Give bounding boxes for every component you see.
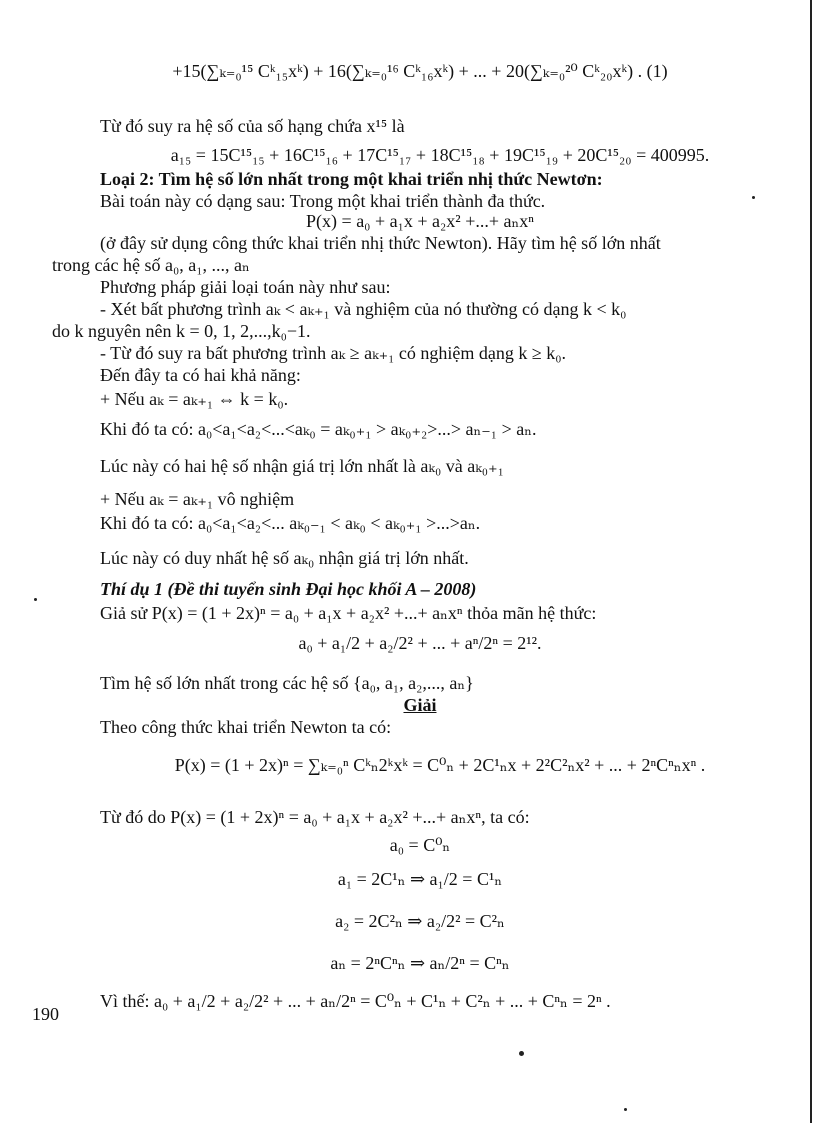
text-line: Theo công thức khai triển Newton ta có: xyxy=(100,717,392,737)
text-line: - Từ đó suy ra bất phương trình aₖ ≥ aₖ₊₁ có nghiệm dạng k ≥ k₀. xyxy=(100,343,567,363)
formula-a2: a₂ = 2C²ₙ ⇒ a₂/2² = C²ₙ xyxy=(335,911,505,931)
formula-condition: a₀ + a₁/2 + a₂/2² + ... + aⁿ/2ⁿ = 2¹². xyxy=(298,633,542,653)
scan-speck xyxy=(519,1051,524,1056)
text-line: trong các hệ số a₀, a₁, ..., aₙ xyxy=(52,255,250,275)
scan-speck xyxy=(34,598,37,601)
formula-expansion: P(x) = (1 + 2x)ⁿ = ∑ₖ₌₀ⁿ Cᵏₙ2ᵏxᵏ = C⁰ₙ + 2C¹ₙx + 2²C²ₙx² + ... + 2ⁿCⁿₙxⁿ . xyxy=(174,755,706,775)
text-line: Từ đó suy ra hệ số của số hạng chứa x¹⁵ là xyxy=(100,116,405,136)
formula-an: aₙ = 2ⁿCⁿₙ ⇒ aₙ/2ⁿ = Cⁿₙ xyxy=(330,953,510,973)
formula-a15: a₁₅ = 15C¹⁵₁₅ + 16C¹⁵₁₆ + 17C¹⁵₁₇ + 18C¹⁵₁₈ + 19C¹⁵₁₉ + 20C¹⁵₂₀ = 400995. xyxy=(170,145,710,165)
text-line: do k nguyên nên k = 0, 1, 2,...,k₀−1. xyxy=(52,321,311,341)
text-line: + Nếu aₖ = aₖ₊₁ ⇔ k = k₀. xyxy=(100,389,289,409)
text-line: Bài toán này có dạng sau: Trong một khai triển thành đa thức. xyxy=(100,191,546,211)
text-line: Từ đó do P(x) = (1 + 2x)ⁿ = a₀ + a₁x + a₂x² +...+ aₙxⁿ, ta có: xyxy=(100,807,530,827)
text-line: Lúc này có duy nhất hệ số aₖ₀ nhận giá trị lớn nhất. xyxy=(100,548,469,568)
page-number: 190 xyxy=(32,1004,59,1024)
text-line: Phương pháp giải loại toán này như sau: xyxy=(100,277,391,297)
scan-speck xyxy=(624,1108,627,1111)
text-line: (ở đây sử dụng công thức khai triển nhị thức Newton). Hãy tìm hệ số lớn nhất xyxy=(100,233,661,253)
solution-heading: Giải xyxy=(403,695,437,715)
section-heading-loai-2: Loại 2: Tìm hệ số lớn nhất trong một khai triển nhị thức Newtơn: xyxy=(100,169,603,189)
text-line: Đến đây ta có hai khả năng: xyxy=(100,365,301,385)
text-line: Tìm hệ số lớn nhất trong các hệ số {a₀, a₁, a₂,..., aₙ} xyxy=(100,673,474,693)
text-line: + Nếu aₖ = aₖ₊₁ vô nghiệm xyxy=(100,489,295,509)
scan-border xyxy=(810,0,812,1123)
text-line: Giả sử P(x) = (1 + 2x)ⁿ = a₀ + a₁x + a₂x² +...+ aₙxⁿ thỏa mãn hệ thức: xyxy=(100,603,597,623)
formula-a1: a₁ = 2C¹ₙ ⇒ a₁/2 = C¹ₙ xyxy=(337,869,503,889)
formula-conclusion: Vì thế: a₀ + a₁/2 + a₂/2² + ... + aₙ/2ⁿ = C⁰ₙ + C¹ₙ + C²ₙ + ... + Cⁿₙ = 2ⁿ . xyxy=(100,991,611,1011)
formula-case-2: Khi đó ta có: a₀<a₁<a₂<... aₖ₀₋₁ < aₖ₀ < aₖ₀₊₁ >...>aₙ. xyxy=(100,513,481,533)
scan-speck xyxy=(752,196,755,199)
text-line: - Xét bất phương trình aₖ < aₖ₊₁ và nghiệm của nó thường có dạng k < k₀ xyxy=(100,299,627,319)
formula-sum-continuation: +15(∑ₖ₌₀¹⁵ Cᵏ₁₅xᵏ) + 16(∑ₖ₌₀¹⁶ Cᵏ₁₆xᵏ) + ... + 20(∑ₖ₌₀²⁰ Cᵏ₂₀xᵏ) . (1) xyxy=(172,61,668,81)
example-heading: Thí dụ 1 (Đề thi tuyển sinh Đại học khối A – 2008) xyxy=(100,579,477,599)
formula-case-1: Khi đó ta có: a₀<a₁<a₂<...<aₖ₀ = aₖ₀₊₁ > aₖ₀₊₂>...> aₙ₋₁ > aₙ. xyxy=(100,419,537,439)
text-line: Lúc này có hai hệ số nhận giá trị lớn nhất là aₖ₀ và aₖ₀₊₁ xyxy=(100,456,504,476)
formula-polynomial: P(x) = a₀ + a₁x + a₂x² +...+ aₙxⁿ xyxy=(306,211,534,231)
formula-a0: a₀ = C⁰ₙ xyxy=(389,835,451,855)
